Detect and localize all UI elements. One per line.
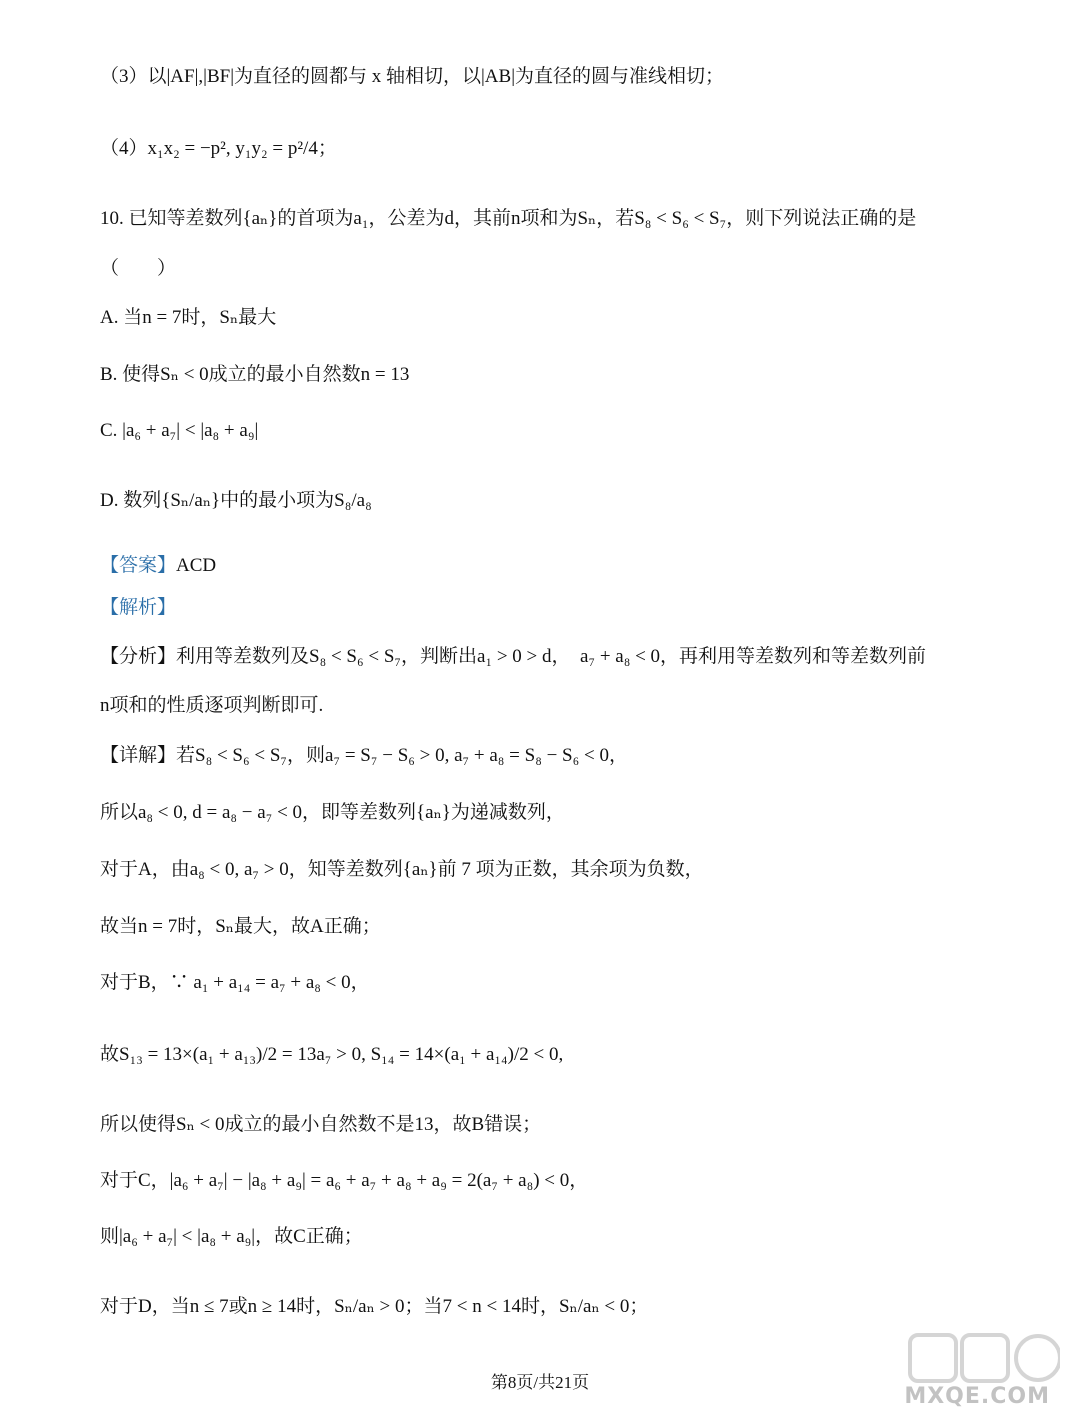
watermark-text: MXQE.COM — [904, 1384, 1050, 1409]
detail-line-2: 所以a₈ < 0, d = a₈ − a₇ < 0，即等差数列{aₙ}为递减数列， — [100, 802, 565, 823]
detail-line-b: 对于B，∵ a₁ + a₁₄ = a₇ + a₈ < 0， — [100, 972, 370, 993]
answer-value: ACD — [176, 555, 217, 576]
fenxi-tag: 【分析】 — [100, 646, 177, 667]
option-a: A. 当n = 7时，Sₙ最大 — [100, 307, 277, 328]
option-d: D. 数列{Sₙ/aₙ}中的最小项为S₈/a₈ — [100, 490, 372, 511]
detail-line-c2: 则|a₆ + a₇| < |a₈ + a₉|，故C正确； — [100, 1226, 363, 1247]
answer-tag: 【答案】 — [100, 555, 177, 576]
detail-tag: 【详解】 — [100, 745, 177, 766]
fenxi-line — [100, 642, 926, 672]
question-10-stem: 10. 已知等差数列{aₙ}的首项为a₁，公差为d，其前n项和为Sₙ，若S₈ < S₆ < S₇，则下列说法正确的是 — [100, 208, 917, 229]
option-c: C. |a₆ + a₇| < |a₈ + a₉| — [100, 420, 259, 441]
detail-line-b2: 故S₁₃ = 13×(a₁ + a₁₃)/2 = 13a₇ > 0, S₁₄ = 14×(a₁ + a₁₄)/2 < 0, — [100, 1044, 564, 1065]
detail-line-a: 对于A，由a₈ < 0, a₇ > 0，知等差数列{aₙ}前 7 项为正数，其余项为负数， — [100, 859, 704, 880]
detail-line — [100, 741, 628, 771]
item-4-text: （4）x₁x₂ = −p², y₁y₂ = p²/4； — [100, 138, 337, 159]
answer-line — [100, 551, 216, 581]
fenxi-text: 利用等差数列及S₈ < S₆ < S₇，判断出a₁ > 0 > d， a₇ + a₈ < 0，再利用等差数列和等差数列前 — [176, 646, 927, 667]
option-b: B. 使得Sₙ < 0成立的最小自然数n = 13 — [100, 364, 410, 385]
detail-line-c: 对于C，|a₆ + a₇| − |a₈ + a₉| = a₆ + a₇ + a₈ + a₉ = 2(a₇ + a₈) < 0， — [100, 1170, 589, 1191]
analysis-tag: 【解析】 — [100, 597, 177, 618]
analysis-line — [100, 593, 176, 623]
detail-line-d: 对于D，当n ≤ 7或n ≥ 14时，Sₙ/aₙ > 0；当7 < n < 14时，Sₙ/aₙ < 0； — [100, 1296, 649, 1317]
detail-line-b3: 所以使得Sₙ < 0成立的最小自然数不是13，故B错误； — [100, 1114, 542, 1135]
question-10-blank: （ ） — [100, 258, 177, 279]
item-3-text: （3）以|AF|,|BF|为直径的圆都与 x 轴相切，以|AB|为直径的圆与准线相切； — [100, 66, 724, 87]
page-footer: 第8页/共21页 — [490, 1373, 590, 1392]
detail-text: 若S₈ < S₆ < S₇，则a₇ = S₇ − S₆ > 0, a₇ + a₈ = S₈ − S₆ < 0， — [176, 745, 628, 766]
detail-line-a2: 故当n = 7时，Sₙ最大，故A正确； — [100, 916, 381, 937]
fenxi-line-2: n项和的性质逐项判断即可. — [100, 695, 324, 716]
